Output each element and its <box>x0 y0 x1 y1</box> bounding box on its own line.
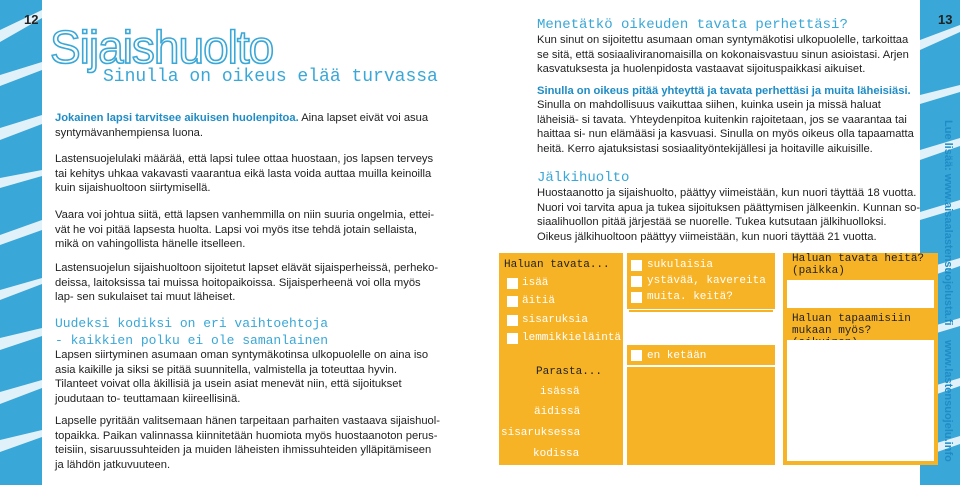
checkbox-sisaruksia[interactable] <box>507 315 518 326</box>
intro-bold: Jokainen lapsi tarvitsee aikuisen huolenpitoa. <box>55 112 299 124</box>
side-link-1[interactable]: Lue lisää: www.aisaalastensuojelusta.fi <box>942 120 954 326</box>
option-sisaruksia: sisaruksia <box>522 314 589 326</box>
paragraph-4: Lapsen siirtyminen asumaan oman syntymäkotinsa ulkopuolelle on aina iso asia kaikille ja siksi se pitää suunnitella, valmistella ja toteuttaa hyvin. Tilanteet voivat olla äkillisiä ja usein asiat menevät niin, että sijoitukset joudutaan to- teuttamaan kiireellisinä. <box>55 349 429 405</box>
place-aidissa: äidissä <box>534 406 581 418</box>
place-isassa: isässä <box>540 386 580 398</box>
question-where: Haluan tavata heitä? (paikka) <box>792 253 925 277</box>
paragraph-5: Lapselle pyritään valitsemaan hänen tarpeitaan parhaiten vastaava sijaishuol- topaikka. Paikan valinnassa kiinnitetään huomiota myös huostaanoton perus- teisiin, sisaruussuhteiden ja muiden läheisten ihmissuhteiden ylläpitämiseen ja lähdön jatkuvuuteen. <box>55 415 440 471</box>
intro-paragraph <box>55 111 440 140</box>
paragraph-1: Lastensuojelulaki määrää, että lapsi tulee ottaa huostaan, jos lapsen terveys tai kehitys uhkaa vakavasti vaarantua eikä lasta voida auttaa muilla keinoilla kuin sijaishuoltoon siirtymisellä. <box>55 153 434 194</box>
checkbox-ystavaa[interactable] <box>631 276 642 287</box>
right-paragraph-3: Huostaanotto ja sijaishuolto, päättyy viimeistään, kun nuori täyttää 18 vuotta. Nuori voi tarvita apua ja tukea sijoituksen päättymisen jälkeenkin. Kunnan so- siaalihuollon pitää järjestää se nuorelle. Tukea kutsutaan jälkihuolloksi. Oikeus jälkihuoltoon päättyy viimeistään, kun nuori täyttää 21 vuotta. <box>537 187 921 243</box>
checkbox-lemmikkielainta[interactable] <box>507 333 518 344</box>
form-panel-bottom <box>627 367 775 465</box>
side-link-2[interactable]: www.lastensuojelu.info <box>942 340 954 462</box>
option-ystavaa: ystävää, kavereita <box>647 275 766 287</box>
paragraph-3: Lastensuojelun sijaishuoltoon sijoitetut lapset elävät sijaisperheissä, perheko- deissa, laitoksissa tai muissa hoitopaikoissa. Sijaisperheenä voi olla myös lap- sen sukulaiset tai muut läheiset. <box>55 262 439 303</box>
section-heading-line2: - kaikkien polku ei ole samanlainen <box>55 333 329 348</box>
answer-field-who[interactable] <box>787 340 934 461</box>
page-number-left: 12 <box>24 12 39 27</box>
option-sukulaisia: sukulaisia <box>647 259 714 271</box>
option-isaa: isää <box>522 277 549 289</box>
page-subtitle: Sinulla on oikeus elää turvassa <box>103 67 438 87</box>
muita-write-field[interactable] <box>629 310 773 345</box>
right-paragraph-2: Sinulla on mahdollisuus vaikuttaa siihen, kuinka usein ja missä haluat läheisiä- si tavata. Yhteydenpitoa kuitenkin rajoitetaan, jos se vaarantaa tai haittaa si- nun elämääsi ja kasvuasi. Sinulla on myös oikeus olla tapaamatta heitä. Kerro ajatuksistasi sosiaalityöntekijällesi ja hoitaville aikuisille. <box>537 99 914 155</box>
answer-field-where[interactable] <box>787 280 934 308</box>
intro-rest: Aina lapset eivät voi asua syntymävanhempiensa luona. <box>55 112 429 139</box>
option-en-ketaan: en ketään <box>647 350 707 362</box>
option-muita: muita. keitä? <box>647 291 733 303</box>
place-sisaruksessa: sisaruksessa <box>501 427 581 439</box>
checkbox-isaa[interactable] <box>507 278 518 289</box>
option-lemmikkielainta: lemmikkieläintä <box>522 332 622 344</box>
left-brush-pattern <box>0 0 42 485</box>
form-haluan-tavata: Haluan tavata... <box>504 259 610 271</box>
right-heading-2: Jälkihuolto <box>537 170 630 186</box>
checkbox-en-ketaan[interactable] <box>631 350 642 361</box>
right-paragraph-1: Kun sinut on sijoitettu asumaan oman syntymäkotisi ulkopuolelle, tarkoittaa se sitä, että sosiaaliviranomaisilla on kokonaisvastuu sinun asioistasi. Arjen kasvatuksesta ja huolenpidosta vastaavat sijoituspaikkasi aikuiset. <box>537 34 909 75</box>
checkbox-sukulaisia[interactable] <box>631 260 642 271</box>
page-title: Sijaishuolto <box>50 21 274 73</box>
form-parasta: Parasta... <box>536 366 603 378</box>
place-kodissa: kodissa <box>533 448 580 460</box>
checkbox-muita[interactable] <box>631 292 642 303</box>
option-aitia: äitiä <box>522 295 556 307</box>
question-who: Haluan tapaamisiin mukaan myös? <box>792 313 911 337</box>
right-blue-heading: Sinulla on oikeus pitää yhteyttä ja tavata perhettäsi ja muita läheisiäsi. <box>537 85 911 97</box>
checkbox-aitia[interactable] <box>507 296 518 307</box>
page-number-right: 13 <box>938 12 953 27</box>
right-heading-1: Menetätkö oikeuden tavata perhettäsi? <box>537 17 848 33</box>
paragraph-2: Vaara voi johtua siitä, että lapsen vanhemmilla on niin suuria ongelmia, ettei- vät he voi pitää lapsesta huolta. Lapsi voi myös itse tehdä jotain sellaista, mikä on vahingollista hänelle itselleen. <box>55 209 435 250</box>
section-heading-line1: Uudeksi kodiksi on eri vaihtoehtoja <box>55 316 329 331</box>
left-decor-bar <box>0 0 42 485</box>
